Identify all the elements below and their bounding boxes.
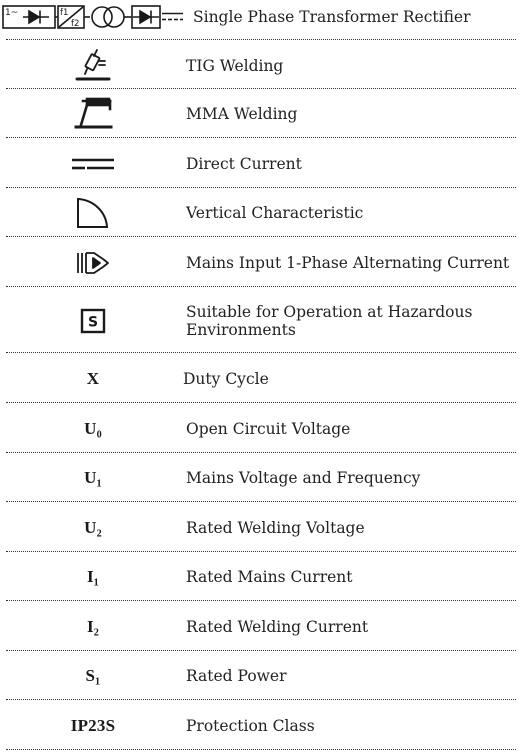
rectifier-phase-label: 1~ xyxy=(5,8,19,18)
row-divider xyxy=(6,501,516,502)
legend-label: MMA Welding xyxy=(186,105,298,123)
rated-mains-current-code: I₁ xyxy=(86,567,100,586)
symbol-cell xyxy=(0,369,186,389)
rectifier-f2-label: f2 xyxy=(71,19,80,29)
open-circuit-voltage-code: U₀ xyxy=(84,419,102,438)
row-divider xyxy=(6,452,516,453)
row-divider xyxy=(6,600,516,601)
mains-plug-icon xyxy=(0,250,186,276)
single-phase-transformer-rectifier-icon xyxy=(0,4,186,30)
symbol-cell xyxy=(0,567,186,587)
legend-row-rated-power xyxy=(0,657,526,695)
duty-cycle-code: X xyxy=(86,369,100,388)
row-divider xyxy=(6,699,516,700)
legend-row-direct-current xyxy=(0,145,526,183)
symbol-cell xyxy=(0,617,186,637)
rated-power-code: S₁ xyxy=(85,666,101,685)
hazardous-s-icon xyxy=(0,308,186,334)
symbol-cell xyxy=(0,716,186,736)
row-divider xyxy=(6,352,516,353)
legend-row-mains-voltage xyxy=(0,459,526,497)
rated-welding-voltage-code: U₂ xyxy=(84,518,102,537)
legend-label: Rated Welding Voltage xyxy=(186,519,365,537)
legend-label: Rated Welding Current xyxy=(186,618,369,636)
legend-row-tig xyxy=(0,47,526,85)
legend-label: Rated Mains Current xyxy=(186,568,353,586)
hazardous-s-letter: S xyxy=(87,314,99,331)
legend-label: Duty Cycle xyxy=(183,370,269,388)
symbol-cell xyxy=(0,518,186,538)
row-divider xyxy=(6,749,516,750)
symbol-cell xyxy=(0,468,186,488)
row-divider xyxy=(6,551,516,552)
legend-row-mma xyxy=(0,95,526,133)
symbol-cell xyxy=(0,666,186,686)
legend-label: Rated Power xyxy=(186,667,287,685)
symbol-cell xyxy=(0,419,186,439)
legend-row-rated-mains-current xyxy=(0,558,526,596)
legend-label: Mains Voltage and Frequency xyxy=(186,469,421,487)
legend-row-vertical-characteristic xyxy=(0,194,526,232)
rated-welding-current-code: I₂ xyxy=(86,617,100,636)
legend-row-mains-input xyxy=(0,244,526,282)
legend-label: Open Circuit Voltage xyxy=(186,420,351,438)
row-divider xyxy=(6,137,516,138)
tig-torch-icon xyxy=(0,47,186,85)
legend-row-rated-welding-current xyxy=(0,608,526,646)
legend-row-protection-class xyxy=(0,707,526,745)
mma-electrode-holder-icon xyxy=(0,97,186,131)
legend-label: Suitable for Operation at Hazardous Environments xyxy=(186,303,473,339)
legend-row-rectifier xyxy=(0,2,526,32)
mains-voltage-code: U₁ xyxy=(84,468,102,487)
legend-label: Vertical Characteristic xyxy=(186,204,364,222)
direct-current-icon xyxy=(0,157,186,171)
rectifier-f1-label: f1 xyxy=(60,8,69,18)
row-divider xyxy=(6,39,516,40)
legend-label: Mains Input 1-Phase Alternating Current xyxy=(186,254,510,272)
legend-row-hazardous xyxy=(0,296,526,346)
row-divider xyxy=(6,187,516,188)
row-divider xyxy=(6,402,516,403)
legend-row-open-circuit-voltage xyxy=(0,410,526,448)
row-divider xyxy=(6,236,516,237)
legend-row-rated-welding-voltage xyxy=(0,509,526,547)
legend-label: TIG Welding xyxy=(186,57,284,75)
legend-label: Direct Current xyxy=(186,155,302,173)
row-divider xyxy=(6,88,516,89)
row-divider xyxy=(6,650,516,651)
protection-class-code: IP23S xyxy=(70,716,116,735)
vertical-characteristic-icon xyxy=(0,196,186,230)
legend-row-duty-cycle xyxy=(0,360,526,398)
row-divider xyxy=(6,286,516,287)
legend-label: Single Phase Transformer Rectifier xyxy=(193,8,471,26)
legend-label: Protection Class xyxy=(186,717,315,735)
